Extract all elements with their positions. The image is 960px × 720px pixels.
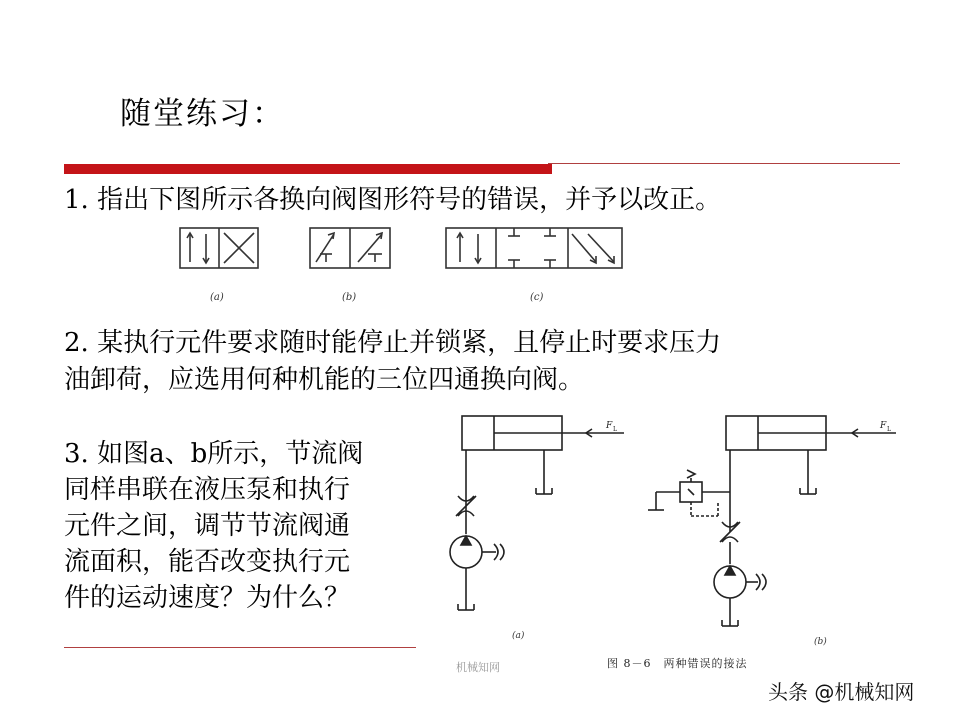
title-divider-accent [64, 164, 552, 174]
watermark: 机械知网 [456, 661, 500, 674]
question-1: 1. 指出下图所示各换向阀图形符号的错误，并予以改正。 [64, 185, 722, 215]
valve-b-label: (b) [342, 292, 357, 303]
valve-b-symbol [310, 228, 390, 268]
hydraulic-circuit-figure [444, 404, 914, 670]
bottom-divider [64, 647, 416, 648]
source-credit: 头条 @机械知网 [768, 680, 915, 704]
question-3-line-1: 3. 如图a、b所示，节流阀 [64, 439, 364, 469]
slide-title: 随堂练习： [120, 96, 285, 132]
force-sub-a: L [613, 426, 617, 433]
question-2-line-1: 2. 某执行元件要求随时能停止并锁紧，且停止时要求压力 [64, 328, 722, 358]
question-3-line-5: 件的运动速度？为什么？ [64, 583, 351, 613]
circuit-b [648, 416, 896, 626]
circuit-a [450, 416, 624, 610]
circuit-b-label: (b) [814, 637, 827, 647]
valve-c-label: (c) [530, 292, 544, 303]
question-2-line-2: 油卸荷，应选用何种机能的三位四通换向阀。 [64, 365, 585, 395]
valve-a-symbol [180, 228, 258, 268]
figure-caption: 图 8－6 两种错误的接法 [607, 657, 748, 670]
force-label-a: F [606, 421, 613, 431]
valve-c-symbol [446, 228, 622, 268]
question-3-line-4: 流面积，能否改变执行元 [64, 547, 351, 577]
valve-a-label: (a) [210, 292, 224, 303]
circuit-a-label: (a) [512, 631, 525, 641]
force-sub-b: L [887, 426, 891, 433]
title-divider-thin [548, 163, 900, 164]
question-3-line-3: 元件之间，调节节流阀通 [64, 511, 351, 541]
valve-symbols-figure [160, 218, 640, 310]
force-label-b: F [880, 421, 887, 431]
question-3-line-2: 同样串联在液压泵和执行 [64, 475, 351, 505]
